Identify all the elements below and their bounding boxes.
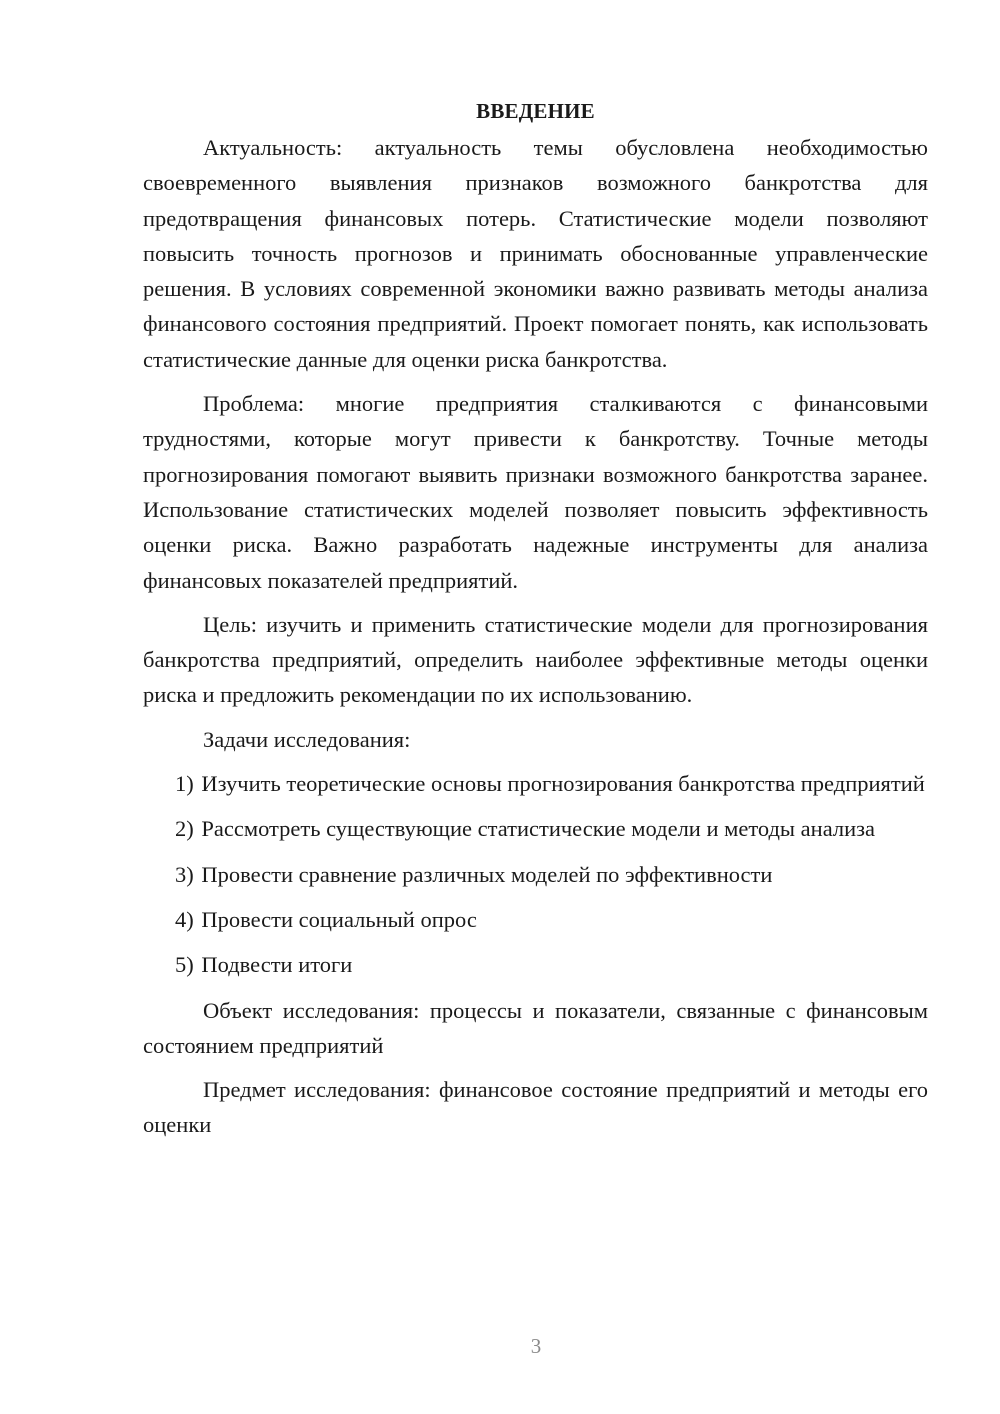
- list-item-text: Изучить теоретические основы прогнозирования банкротства предприятий: [201, 771, 925, 797]
- list-item-number: 4): [175, 906, 194, 932]
- paragraph-relevance: Актуальность: актуальность темы обусловлена необходимостью своевременного выявления признаков возможного банкротства для предотвращения финансовых потерь. Статистические модели позволяют повысить точность прогнозов и принимать обоснованные управленческие решения. В условиях современной экономики важно развивать методы анализа финансового состояния предприятий. Проект помогает понять, как использовать статистические данные для оценки риска банкротства.: [143, 135, 928, 372]
- list-item-text: Провести сравнение различных моделей по эффективности: [201, 861, 773, 887]
- paragraph-object: Объект исследования: процессы и показатели, связанные с финансовым состоянием предприятий: [143, 997, 928, 1058]
- list-item: [143, 766, 928, 801]
- list-item: [143, 902, 928, 937]
- page-number: 3: [530, 1334, 542, 1358]
- list-item-text: Подвести итоги: [201, 952, 353, 978]
- tasks-list: [143, 766, 928, 982]
- list-item-number: 1): [175, 771, 194, 797]
- list-item-text: Провести социальный опрос: [201, 906, 477, 932]
- tasks-title: Задачи исследования:: [203, 726, 411, 752]
- page-content: [143, 96, 928, 1152]
- section-heading: ВВЕДЕНИЕ: [476, 99, 595, 123]
- list-item: [143, 811, 928, 846]
- list-item-number: 5): [175, 952, 194, 978]
- paragraph-problem: Проблема: многие предприятия сталкиваются с финансовыми трудностями, которые могут привести к банкротству. Точные методы прогнозирования помогают выявить признаки возможного банкротства заранее. Использование статистических моделей позволяет повысить эффективность оценки риска. Важно разработать надежные инструменты для анализа финансовых показателей предприятий.: [143, 391, 928, 593]
- paragraph-subject: Предмет исследования: финансовое состояние предприятий и методы его оценки: [143, 1077, 928, 1138]
- list-item-number: 3): [175, 861, 194, 887]
- list-item: [143, 857, 928, 892]
- list-item-text: Рассмотреть существующие статистические модели и методы анализа: [201, 816, 876, 842]
- list-item: [143, 947, 928, 982]
- paragraph-goal: Цель: изучить и применить статистические модели для прогнозирования банкротства предприятий, определить наиболее эффективные методы оценки риска и предложить рекомендации по их использованию.: [143, 611, 928, 708]
- list-item-number: 2): [175, 816, 194, 842]
